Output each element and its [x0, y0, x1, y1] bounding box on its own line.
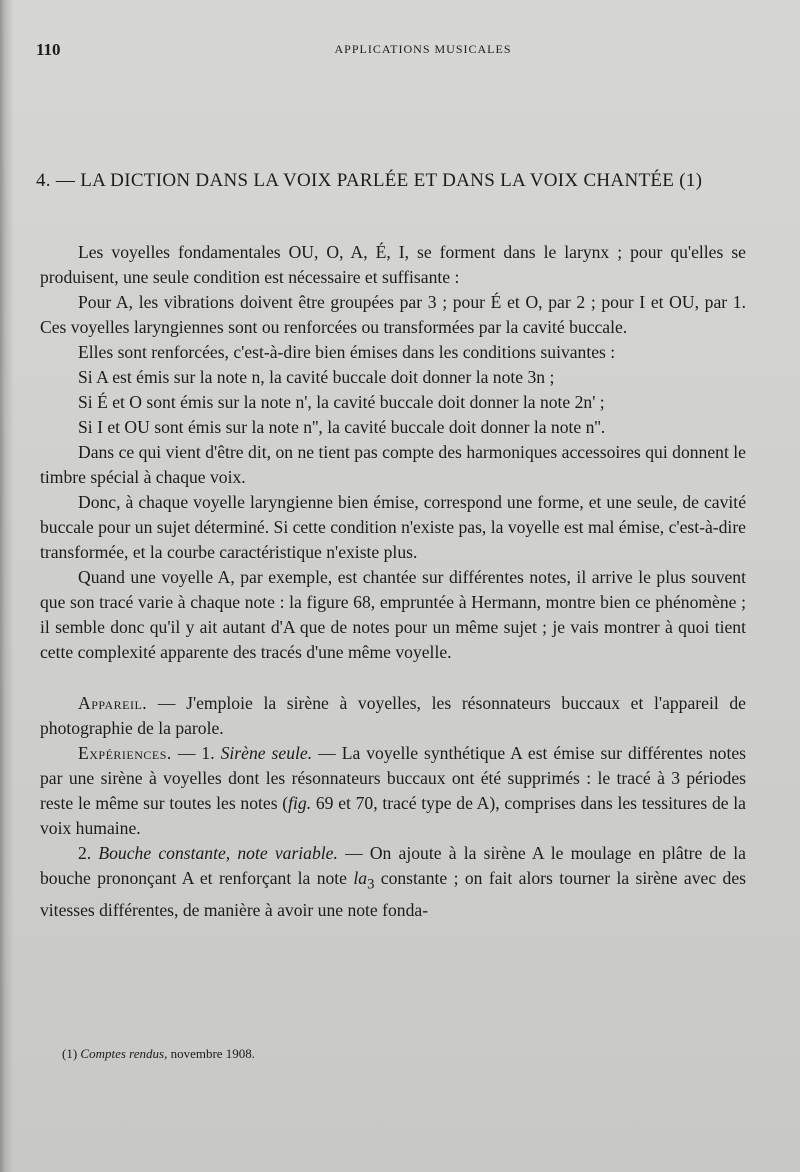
footnote-source: Comptes rendus	[80, 1046, 165, 1061]
running-title: APPLICATIONS MUSICALES	[334, 42, 512, 56]
bouche-constante: Bouche constante, note variable.	[98, 843, 338, 863]
bouche-text: — On ajoute à la sirène A le moulage en plâtre de la bouche prononçant A et renforçant la note	[40, 843, 746, 888]
fig-ref: fig.	[288, 793, 312, 813]
paragraph: Si I et OU sont émis sur la note n'', la cavité buccale doit donner la note n''.	[78, 417, 606, 437]
experiences-text-end: 69 et 70, tracé type de A), comprises dans les tessitures de la voix humaine.	[40, 793, 746, 838]
page-number: 110	[36, 40, 61, 59]
paragraph: Les voyelles fondamentales OU, O, A, É, I, se forment dans le larynx ; pour qu'elles se produisent, une seule condition est nécessaire et suffisante :	[40, 242, 746, 287]
paragraph: Dans ce qui vient d'être dit, on ne tient pas compte des harmoniques accessoires qui donnent le timbre spécial à chaque voix.	[40, 442, 746, 487]
paragraph: Si A est émis sur la note n, la cavité buccale doit donner la note 3n ;	[78, 367, 555, 387]
paragraph: Donc, à chaque voyelle laryngienne bien émise, correspond une forme, et une seule, de cavité buccale pour un sujet déterminé. Si cette condition n'existe pas, la voyelle est mal émise, c'est-à-dire transformée, et la courbe caractéristique n'existe plus.	[40, 492, 746, 562]
footnote-marker: (1)	[62, 1046, 78, 1061]
appareil-label: Appareil.	[78, 693, 148, 713]
sirene-seule: Sirène seule.	[220, 743, 313, 763]
paragraph-experiences	[40, 741, 746, 841]
note-la: la	[353, 868, 368, 888]
note-subscript: 3	[367, 876, 375, 893]
section-title: 4. — LA DICTION DANS LA VOIX PARLÉE ET DANS LA VOIX CHANTÉE (1)	[36, 170, 703, 191]
bouche-text-end: constante ; on fait alors tourner la sirène avec des vitesses différentes, de manière à avoir une note fonda-	[40, 868, 746, 920]
body-text	[40, 240, 746, 923]
paragraph-appareil	[40, 691, 746, 741]
paragraph: Quand une voyelle A, par exemple, est chantée sur différentes notes, il arrive le plus souvent que son tracé varie à chaque note : la figure 68, empruntée à Hermann, montre bien ce phénomène ; il semble donc qu'il y ait autant d'A que de notes pour un même sujet ; je vais montrer à quoi tient cette complexité apparente des tracés d'une même voyelle.	[40, 567, 746, 662]
experiences-label: Expériences.	[78, 743, 172, 763]
footnote-date: , novembre 1908.	[164, 1046, 256, 1061]
footnote	[62, 1046, 662, 1062]
paragraph: Pour A, les vibrations doivent être groupées par 3 ; pour É et O, par 2 ; pour I et OU, par 1. Ces voyelles laryngiennes sont ou renforcées ou transformées par la cavité buccale.	[40, 292, 746, 337]
experiences-text: — La voyelle synthétique A est émise sur différentes notes par une sirène à voyelles dont les résonnateurs buccaux ont été supprimés : le tracé à 3 périodes reste le même sur toutes les notes (	[40, 743, 746, 813]
paragraph: Si É et O sont émis sur la note n', la cavité buccale doit donner la note 2n' ;	[78, 392, 605, 412]
paragraph-bouche	[40, 841, 746, 923]
appareil-text: — J'emploie la sirène à voyelles, les résonnateurs buccaux et l'appareil de photographie de la parole.	[40, 693, 746, 738]
page-header	[36, 40, 740, 66]
page-edge-shadow	[0, 0, 14, 1172]
experiences-number: — 1.	[171, 743, 221, 763]
bouche-number: 2.	[78, 843, 99, 863]
paragraph: Elles sont renforcées, c'est-à-dire bien émises dans les conditions suivantes :	[78, 342, 616, 362]
